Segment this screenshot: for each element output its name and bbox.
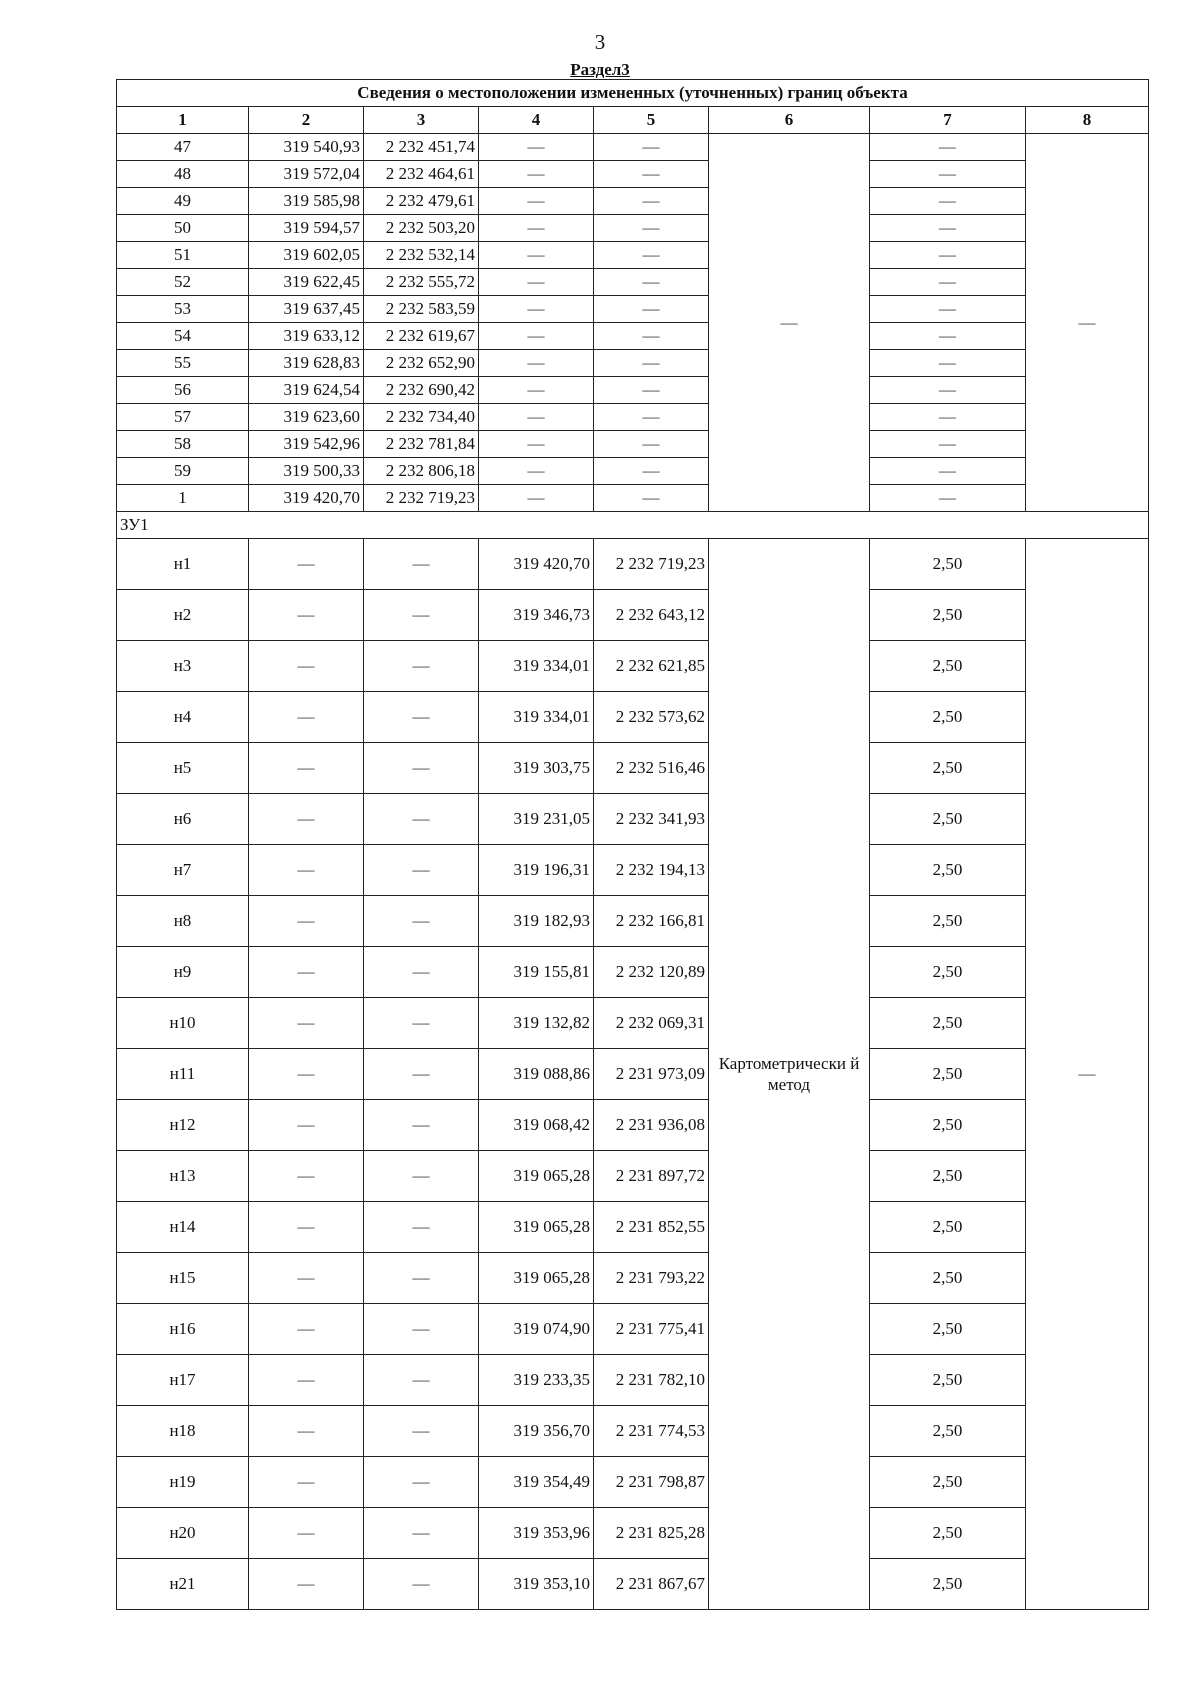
existing-y: —: [364, 1100, 479, 1151]
point-number: н6: [117, 794, 249, 845]
table-row: [117, 1508, 1149, 1559]
new-y: 2 231 973,09: [594, 1049, 709, 1100]
accuracy: —: [870, 323, 1026, 350]
new-x: —: [479, 431, 594, 458]
table-row: [117, 692, 1149, 743]
zone-label: ЗУ1: [117, 512, 1149, 539]
existing-y: 2 232 479,61: [364, 188, 479, 215]
column-number-1: 1: [117, 107, 249, 134]
new-x: 319 182,93: [479, 896, 594, 947]
table-row: [117, 896, 1149, 947]
new-x: 319 346,73: [479, 590, 594, 641]
new-y: —: [594, 269, 709, 296]
existing-y: 2 232 806,18: [364, 458, 479, 485]
column-number-row: [117, 107, 1149, 134]
existing-y: —: [364, 896, 479, 947]
point-number: н12: [117, 1100, 249, 1151]
point-number: н15: [117, 1253, 249, 1304]
new-y: 2 232 621,85: [594, 641, 709, 692]
accuracy: 2,50: [870, 590, 1026, 641]
existing-x: 319 633,12: [249, 323, 364, 350]
accuracy: —: [870, 458, 1026, 485]
new-x: —: [479, 377, 594, 404]
accuracy: —: [870, 377, 1026, 404]
table-row: [117, 377, 1149, 404]
accuracy: —: [870, 161, 1026, 188]
existing-y: —: [364, 1304, 479, 1355]
existing-y: —: [364, 590, 479, 641]
existing-x: —: [249, 641, 364, 692]
existing-x: —: [249, 794, 364, 845]
point-number: 56: [117, 377, 249, 404]
existing-x: —: [249, 590, 364, 641]
new-x: 319 334,01: [479, 641, 594, 692]
existing-y: 2 232 503,20: [364, 215, 479, 242]
new-y: 2 231 852,55: [594, 1202, 709, 1253]
column-number-4: 4: [479, 107, 594, 134]
table-row: [117, 998, 1149, 1049]
new-x: 319 233,35: [479, 1355, 594, 1406]
existing-x: —: [249, 1406, 364, 1457]
point-number: н18: [117, 1406, 249, 1457]
table-row: [117, 1100, 1149, 1151]
point-number: н5: [117, 743, 249, 794]
existing-y: 2 232 734,40: [364, 404, 479, 431]
existing-y: —: [364, 1202, 479, 1253]
table-row: [117, 404, 1149, 431]
method-cell: Картометрически й метод: [709, 539, 870, 1610]
point-number: 59: [117, 458, 249, 485]
existing-y: —: [364, 692, 479, 743]
existing-y: 2 232 451,74: [364, 134, 479, 161]
existing-x: 319 602,05: [249, 242, 364, 269]
existing-x: —: [249, 998, 364, 1049]
table-row: [117, 134, 1149, 161]
new-y: 2 232 643,12: [594, 590, 709, 641]
new-y: 2 232 573,62: [594, 692, 709, 743]
point-number: 48: [117, 161, 249, 188]
existing-y: —: [364, 1406, 479, 1457]
accuracy: 2,50: [870, 1355, 1026, 1406]
point-number: 54: [117, 323, 249, 350]
point-number: н2: [117, 590, 249, 641]
new-x: 319 065,28: [479, 1253, 594, 1304]
existing-y: 2 232 719,23: [364, 485, 479, 512]
table-row: [117, 1253, 1149, 1304]
existing-x: 319 624,54: [249, 377, 364, 404]
new-x: —: [479, 458, 594, 485]
point-number: 55: [117, 350, 249, 377]
new-x: —: [479, 350, 594, 377]
section-title: Раздел3: [570, 60, 630, 79]
table-row: [117, 350, 1149, 377]
point-number: н14: [117, 1202, 249, 1253]
accuracy: 2,50: [870, 998, 1026, 1049]
new-y: 2 231 774,53: [594, 1406, 709, 1457]
point-number: н9: [117, 947, 249, 998]
existing-y: 2 232 690,42: [364, 377, 479, 404]
existing-y: —: [364, 743, 479, 794]
point-number: н16: [117, 1304, 249, 1355]
accuracy: 2,50: [870, 1457, 1026, 1508]
accuracy: 2,50: [870, 896, 1026, 947]
accuracy: 2,50: [870, 794, 1026, 845]
new-x: 319 068,42: [479, 1100, 594, 1151]
existing-x: —: [249, 1508, 364, 1559]
point-number: н1: [117, 539, 249, 590]
table-row: [117, 1151, 1149, 1202]
point-number: н3: [117, 641, 249, 692]
existing-y: 2 232 555,72: [364, 269, 479, 296]
existing-x: 319 623,60: [249, 404, 364, 431]
column-number-8: 8: [1026, 107, 1149, 134]
table-row: [117, 743, 1149, 794]
point-number: н17: [117, 1355, 249, 1406]
existing-x: —: [249, 1202, 364, 1253]
accuracy: 2,50: [870, 1406, 1026, 1457]
point-number: н8: [117, 896, 249, 947]
column-number-5: 5: [594, 107, 709, 134]
accuracy: —: [870, 350, 1026, 377]
table-row: [117, 845, 1149, 896]
existing-y: —: [364, 1559, 479, 1610]
new-x: —: [479, 404, 594, 431]
table-row: [117, 641, 1149, 692]
table-row: [117, 269, 1149, 296]
new-y: 2 231 825,28: [594, 1508, 709, 1559]
point-number: 50: [117, 215, 249, 242]
accuracy: 2,50: [870, 845, 1026, 896]
accuracy: 2,50: [870, 1508, 1026, 1559]
new-y: 2 232 166,81: [594, 896, 709, 947]
new-y: —: [594, 323, 709, 350]
new-y: —: [594, 485, 709, 512]
new-x: 319 065,28: [479, 1202, 594, 1253]
new-x: 319 420,70: [479, 539, 594, 590]
existing-x: —: [249, 1559, 364, 1610]
point-number: н11: [117, 1049, 249, 1100]
new-x: 319 065,28: [479, 1151, 594, 1202]
existing-y: —: [364, 1457, 479, 1508]
new-y: —: [594, 188, 709, 215]
new-y: —: [594, 134, 709, 161]
accuracy: —: [870, 431, 1026, 458]
new-y: —: [594, 296, 709, 323]
existing-y: —: [364, 1508, 479, 1559]
point-number: н10: [117, 998, 249, 1049]
point-number: 57: [117, 404, 249, 431]
existing-y: 2 232 781,84: [364, 431, 479, 458]
accuracy: 2,50: [870, 1253, 1026, 1304]
new-y: —: [594, 404, 709, 431]
accuracy: —: [870, 215, 1026, 242]
new-x: 319 356,70: [479, 1406, 594, 1457]
column-number-2: 2: [249, 107, 364, 134]
table-row: [117, 1304, 1149, 1355]
existing-x: 319 540,93: [249, 134, 364, 161]
existing-x: —: [249, 692, 364, 743]
existing-y: —: [364, 1253, 479, 1304]
point-number: н20: [117, 1508, 249, 1559]
boundary-coordinates-table: [116, 79, 1149, 1610]
existing-y: —: [364, 947, 479, 998]
table-row: [117, 323, 1149, 350]
new-y: —: [594, 215, 709, 242]
existing-y: —: [364, 641, 479, 692]
existing-y: —: [364, 1049, 479, 1100]
existing-x: —: [249, 1355, 364, 1406]
table-row: [117, 485, 1149, 512]
new-y: 2 232 719,23: [594, 539, 709, 590]
new-y: 2 232 069,31: [594, 998, 709, 1049]
existing-y: —: [364, 794, 479, 845]
existing-x: —: [249, 743, 364, 794]
accuracy: 2,50: [870, 743, 1026, 794]
existing-x: 319 542,96: [249, 431, 364, 458]
point-number: 58: [117, 431, 249, 458]
new-y: —: [594, 350, 709, 377]
table-row: [117, 590, 1149, 641]
existing-x: —: [249, 539, 364, 590]
new-x: —: [479, 269, 594, 296]
accuracy: 2,50: [870, 692, 1026, 743]
zone-label-row: [117, 512, 1149, 539]
new-y: —: [594, 458, 709, 485]
new-x: 319 354,49: [479, 1457, 594, 1508]
existing-x: 319 585,98: [249, 188, 364, 215]
table-row: [117, 242, 1149, 269]
accuracy: —: [870, 269, 1026, 296]
existing-x: 319 622,45: [249, 269, 364, 296]
new-x: —: [479, 296, 594, 323]
new-x: 319 155,81: [479, 947, 594, 998]
new-x: 319 196,31: [479, 845, 594, 896]
point-number: н21: [117, 1559, 249, 1610]
existing-x: —: [249, 1253, 364, 1304]
table-row: [117, 947, 1149, 998]
new-x: —: [479, 188, 594, 215]
point-number: 49: [117, 188, 249, 215]
new-y: 2 231 798,87: [594, 1457, 709, 1508]
new-y: 2 231 782,10: [594, 1355, 709, 1406]
table-row: [117, 188, 1149, 215]
existing-y: —: [364, 539, 479, 590]
existing-x: 319 594,57: [249, 215, 364, 242]
point-number: 53: [117, 296, 249, 323]
existing-y: —: [364, 1355, 479, 1406]
existing-x: —: [249, 1100, 364, 1151]
accuracy: —: [870, 134, 1026, 161]
accuracy: 2,50: [870, 641, 1026, 692]
new-y: 2 232 341,93: [594, 794, 709, 845]
existing-y: 2 232 619,67: [364, 323, 479, 350]
table-row: [117, 1355, 1149, 1406]
existing-x: 319 500,33: [249, 458, 364, 485]
existing-y: 2 232 583,59: [364, 296, 479, 323]
accuracy: 2,50: [870, 1100, 1026, 1151]
table-row: [117, 539, 1149, 590]
table-row: [117, 296, 1149, 323]
existing-x: —: [249, 1457, 364, 1508]
existing-x: —: [249, 845, 364, 896]
point-number: н19: [117, 1457, 249, 1508]
accuracy: 2,50: [870, 1202, 1026, 1253]
table-row: [117, 1049, 1149, 1100]
new-x: —: [479, 215, 594, 242]
table-row: [117, 1202, 1149, 1253]
column-number-6: 6: [709, 107, 870, 134]
new-x: —: [479, 485, 594, 512]
table-row: [117, 458, 1149, 485]
table-row: [117, 794, 1149, 845]
new-y: 2 232 194,13: [594, 845, 709, 896]
table-row: [117, 431, 1149, 458]
new-y: 2 232 120,89: [594, 947, 709, 998]
existing-y: 2 232 652,90: [364, 350, 479, 377]
page-number: 3: [594, 30, 606, 54]
new-x: 319 088,86: [479, 1049, 594, 1100]
point-number: 47: [117, 134, 249, 161]
existing-x: —: [249, 947, 364, 998]
accuracy: 2,50: [870, 1049, 1026, 1100]
method-cell: —: [709, 134, 870, 512]
table-row: [117, 1457, 1149, 1508]
accuracy: 2,50: [870, 1559, 1026, 1610]
new-x: 319 353,96: [479, 1508, 594, 1559]
description-cell: —: [1026, 539, 1149, 1610]
table-caption: Сведения о местоположении измененных (уточненных) границ объекта: [117, 80, 1149, 107]
existing-x: 319 628,83: [249, 350, 364, 377]
existing-y: —: [364, 998, 479, 1049]
new-y: —: [594, 161, 709, 188]
existing-x: —: [249, 1304, 364, 1355]
new-x: 319 231,05: [479, 794, 594, 845]
accuracy: —: [870, 404, 1026, 431]
point-number: н13: [117, 1151, 249, 1202]
existing-x: 319 637,45: [249, 296, 364, 323]
new-y: 2 231 867,67: [594, 1559, 709, 1610]
point-number: 1: [117, 485, 249, 512]
new-x: —: [479, 242, 594, 269]
existing-y: 2 232 464,61: [364, 161, 479, 188]
new-x: —: [479, 323, 594, 350]
accuracy: —: [870, 188, 1026, 215]
point-number: н4: [117, 692, 249, 743]
new-y: —: [594, 242, 709, 269]
point-number: 51: [117, 242, 249, 269]
accuracy: 2,50: [870, 1151, 1026, 1202]
table-row: [117, 1559, 1149, 1610]
point-number: н7: [117, 845, 249, 896]
point-number: 52: [117, 269, 249, 296]
description-cell: —: [1026, 134, 1149, 512]
new-x: 319 132,82: [479, 998, 594, 1049]
new-x: 319 074,90: [479, 1304, 594, 1355]
accuracy: 2,50: [870, 947, 1026, 998]
accuracy: —: [870, 296, 1026, 323]
new-x: 319 303,75: [479, 743, 594, 794]
accuracy: 2,50: [870, 1304, 1026, 1355]
existing-y: —: [364, 845, 479, 896]
new-y: 2 232 516,46: [594, 743, 709, 794]
new-y: 2 231 793,22: [594, 1253, 709, 1304]
accuracy: —: [870, 242, 1026, 269]
existing-y: —: [364, 1151, 479, 1202]
new-x: —: [479, 134, 594, 161]
table-body: [117, 134, 1149, 1610]
new-x: 319 334,01: [479, 692, 594, 743]
existing-x: —: [249, 1151, 364, 1202]
new-y: —: [594, 431, 709, 458]
accuracy: —: [870, 485, 1026, 512]
new-y: 2 231 936,08: [594, 1100, 709, 1151]
existing-x: 319 572,04: [249, 161, 364, 188]
existing-x: —: [249, 1049, 364, 1100]
accuracy: 2,50: [870, 539, 1026, 590]
table-row: [117, 1406, 1149, 1457]
existing-y: 2 232 532,14: [364, 242, 479, 269]
existing-x: —: [249, 896, 364, 947]
table-row: [117, 161, 1149, 188]
existing-x: 319 420,70: [249, 485, 364, 512]
column-number-3: 3: [364, 107, 479, 134]
new-y: —: [594, 377, 709, 404]
new-y: 2 231 897,72: [594, 1151, 709, 1202]
new-y: 2 231 775,41: [594, 1304, 709, 1355]
new-x: —: [479, 161, 594, 188]
table-row: [117, 215, 1149, 242]
new-x: 319 353,10: [479, 1559, 594, 1610]
column-number-7: 7: [870, 107, 1026, 134]
